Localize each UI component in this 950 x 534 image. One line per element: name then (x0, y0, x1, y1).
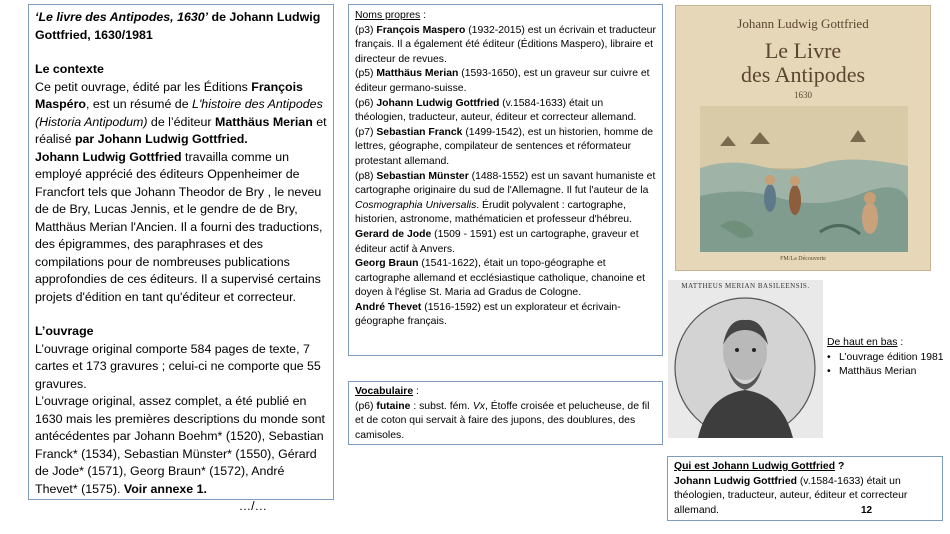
proper-names-box (348, 4, 663, 356)
work-heading: L’ouvrage (35, 324, 94, 338)
entry-name: Johann Ludwig Gottfried (376, 97, 500, 109)
page-ref: (p5) (355, 68, 377, 80)
name-entry (355, 67, 656, 96)
title-rest: de Johann Ludwig Gottfried, 1630/1981 (35, 10, 321, 42)
heading-suffix: ? (835, 461, 845, 472)
cover-year: 1630 (794, 90, 812, 100)
entry-name: François Maspero (376, 24, 466, 36)
who-is-text (674, 475, 936, 519)
entry-text: . Érudit polyvalent : cartographe, historien, astronome, mathématicien et professeur d'hébreu. (355, 199, 632, 226)
who-is-heading (674, 460, 936, 475)
entry-text: (1488-1552) est un savant humaniste et cartographe originaire du sud de l'Allemagne. Il fut l'auteur de la (355, 170, 656, 197)
text-run: travailla comme un employé apprécié des éditeurs Oppenheimer de Francfort tels que Johann Theodor de Bry , le neveu de de Bry, Lucas Jennis, et le gendre de de Bry, Matthäus Merian l'Ancien. Il a fourni des traductions, des épigrammes, des paraphrases et des compilations pour de nombreuses publications approfondies de ces éditeurs. Il a supervisé certains projets d'édition en tant qu'éditeur et correcteur. (35, 149, 323, 304)
annex-link: Voir annexe 1. (123, 481, 207, 496)
page-ref: (p6) (355, 97, 377, 109)
author-name: Johann Ludwig Gottfried (35, 149, 182, 164)
entry-text: (1516-1592) est un explorateur et écrivain-géographe français. (355, 301, 621, 328)
page-ref: (p3) (355, 24, 377, 36)
heading-text: De haut en bas (827, 337, 898, 348)
cover-publisher: FM/La Découverte (780, 256, 826, 262)
name-entry (355, 24, 656, 68)
entry-text: (v.1584-1633) était un théologien, traducteur, auteur, éditeur et correcteur allemand. (355, 97, 637, 124)
title-italic: ‘Le livre des Antipodes, 1630’ (35, 10, 209, 24)
caption-list (827, 351, 945, 380)
entry-text: (1509 - 1591) est un cartographe, graveur et éditeur actif à Anvers. (355, 228, 639, 255)
vocabulary-box (348, 381, 663, 445)
vocab-word: futaine (376, 400, 411, 412)
continuation-mark: …/… (238, 499, 267, 513)
proper-names-heading (355, 9, 656, 24)
work-title: Cosmographia Universalis (355, 199, 477, 211)
entry-name: Matthäus Merian (376, 68, 459, 80)
context-paragraph-2 (35, 149, 327, 307)
portrait-engraving (668, 290, 823, 438)
author-credit: par Johann Ludwig Gottfried. (74, 132, 248, 146)
text-run: Ce petit ouvrage, édité par les Éditions (35, 79, 252, 94)
heading-text: Qui est Johann Ludwig Gottfried (674, 461, 836, 472)
book-title: L'histoire des Antipodes (Historia Antipodum) (35, 97, 323, 129)
main-text-box (28, 4, 334, 513)
heading-text: Noms propres (355, 10, 421, 21)
name-entry (355, 257, 656, 301)
cover-author: Johann Ludwig Gottfried (737, 16, 869, 31)
document-title (35, 9, 327, 44)
portrait-image (668, 280, 823, 438)
cover-title-line-1: Le Livre (764, 38, 842, 63)
page-number: 12 (861, 505, 873, 516)
heading-suffix: : (897, 337, 904, 348)
caption-heading (827, 336, 945, 351)
heading-text: Vocabulaire (355, 386, 414, 397)
vocabulary-heading (355, 385, 656, 400)
engraving-illustration (700, 106, 908, 252)
work-paragraph-2 (35, 393, 327, 498)
image-caption (827, 336, 945, 380)
entry-text: (1499-1542), est un historien, homme de lettres, géographe, compilateur de sentences et réformateur protestant allemand. (355, 126, 654, 167)
vocabulary-entry (355, 400, 656, 444)
heading-suffix: : (420, 10, 427, 21)
text-run: , est un résumé de (85, 97, 193, 111)
text-run: L’ouvrage original, assez complet, a été publié en 1630 mais les premières descriptions du monde sont antécédentes par Johann Boehm* (1520), Sebastian Franck* (1534), Sebastian Münster* (1550), Gérard de Jode* (1571), Georg Braun* (1572), André Thevet* (1575). (35, 394, 325, 496)
work-paragraph-1: L’ouvrage original comporte 584 pages de texte, 7 cartes et 173 gravures ; celui-ci ne comporte que 55 gravures. (35, 341, 321, 391)
entry-name: André Thevet (355, 301, 422, 313)
cover-title-line-2: des Antipodes (740, 62, 866, 87)
entry-text: (1541-1622), était un topo-géographe et cartographe allemand et ecclésiastique catholique, chanoine et doyen à l'église St. Maria ad Gradus de Cologne. (355, 258, 645, 299)
heading-suffix: : (413, 386, 419, 397)
entry-name: Sebastian Franck (376, 126, 463, 138)
definition-text: : subst. fém. (410, 400, 473, 412)
entry-name: Sebastian Münster (376, 170, 469, 182)
text-run: et réalisé (35, 114, 327, 146)
name-entry (355, 126, 656, 170)
context-paragraph-1 (35, 79, 327, 149)
name-entry (355, 170, 656, 228)
text-run: de l’éditeur (147, 114, 215, 129)
name-entry (355, 228, 656, 257)
entry-name: Gerard de Jode (355, 228, 432, 240)
text-run: (v.1584-1633) était un théologien, traducteur, auteur, éditeur et correcteur allemand. (674, 475, 908, 516)
publisher-name: François Maspéro (35, 79, 303, 111)
definition-abbrev: Vx (472, 400, 485, 412)
portrait-inscription: MATTHEUS MERIAN BASILEENSIS. (681, 282, 810, 290)
context-heading: Le contexte (35, 62, 104, 76)
page-ref: (p7) (355, 126, 377, 138)
book-cover-image (675, 5, 931, 271)
caption-item: • Matthäus Merian (839, 365, 945, 380)
name-entry (355, 301, 656, 330)
entry-text: (1932-2015) est un écrivain et traducteur français. Il a également été éditeur (Éditions Maspero), libraire et directeur de revues. (355, 24, 656, 65)
caption-item: • L’ouvrage édition 1981 (839, 351, 945, 366)
author-name: Johann Ludwig Gottfried (674, 475, 797, 487)
entry-name: Georg Braun (355, 258, 419, 270)
who-is-box (667, 456, 943, 521)
editor-name: Matthäus Merian (215, 114, 313, 129)
definition-text: , Étoffe croisée et pelucheuse, de fil et de coton qui servait à faire des jupons, des doublures, des camisoles. (355, 400, 650, 441)
name-entry (355, 97, 656, 126)
page-ref: (p6) (355, 400, 377, 412)
page-ref: (p8) (355, 170, 377, 182)
entry-text: (1593-1650), est un graveur sur cuivre et éditeur germano-suisse. (355, 68, 650, 94)
